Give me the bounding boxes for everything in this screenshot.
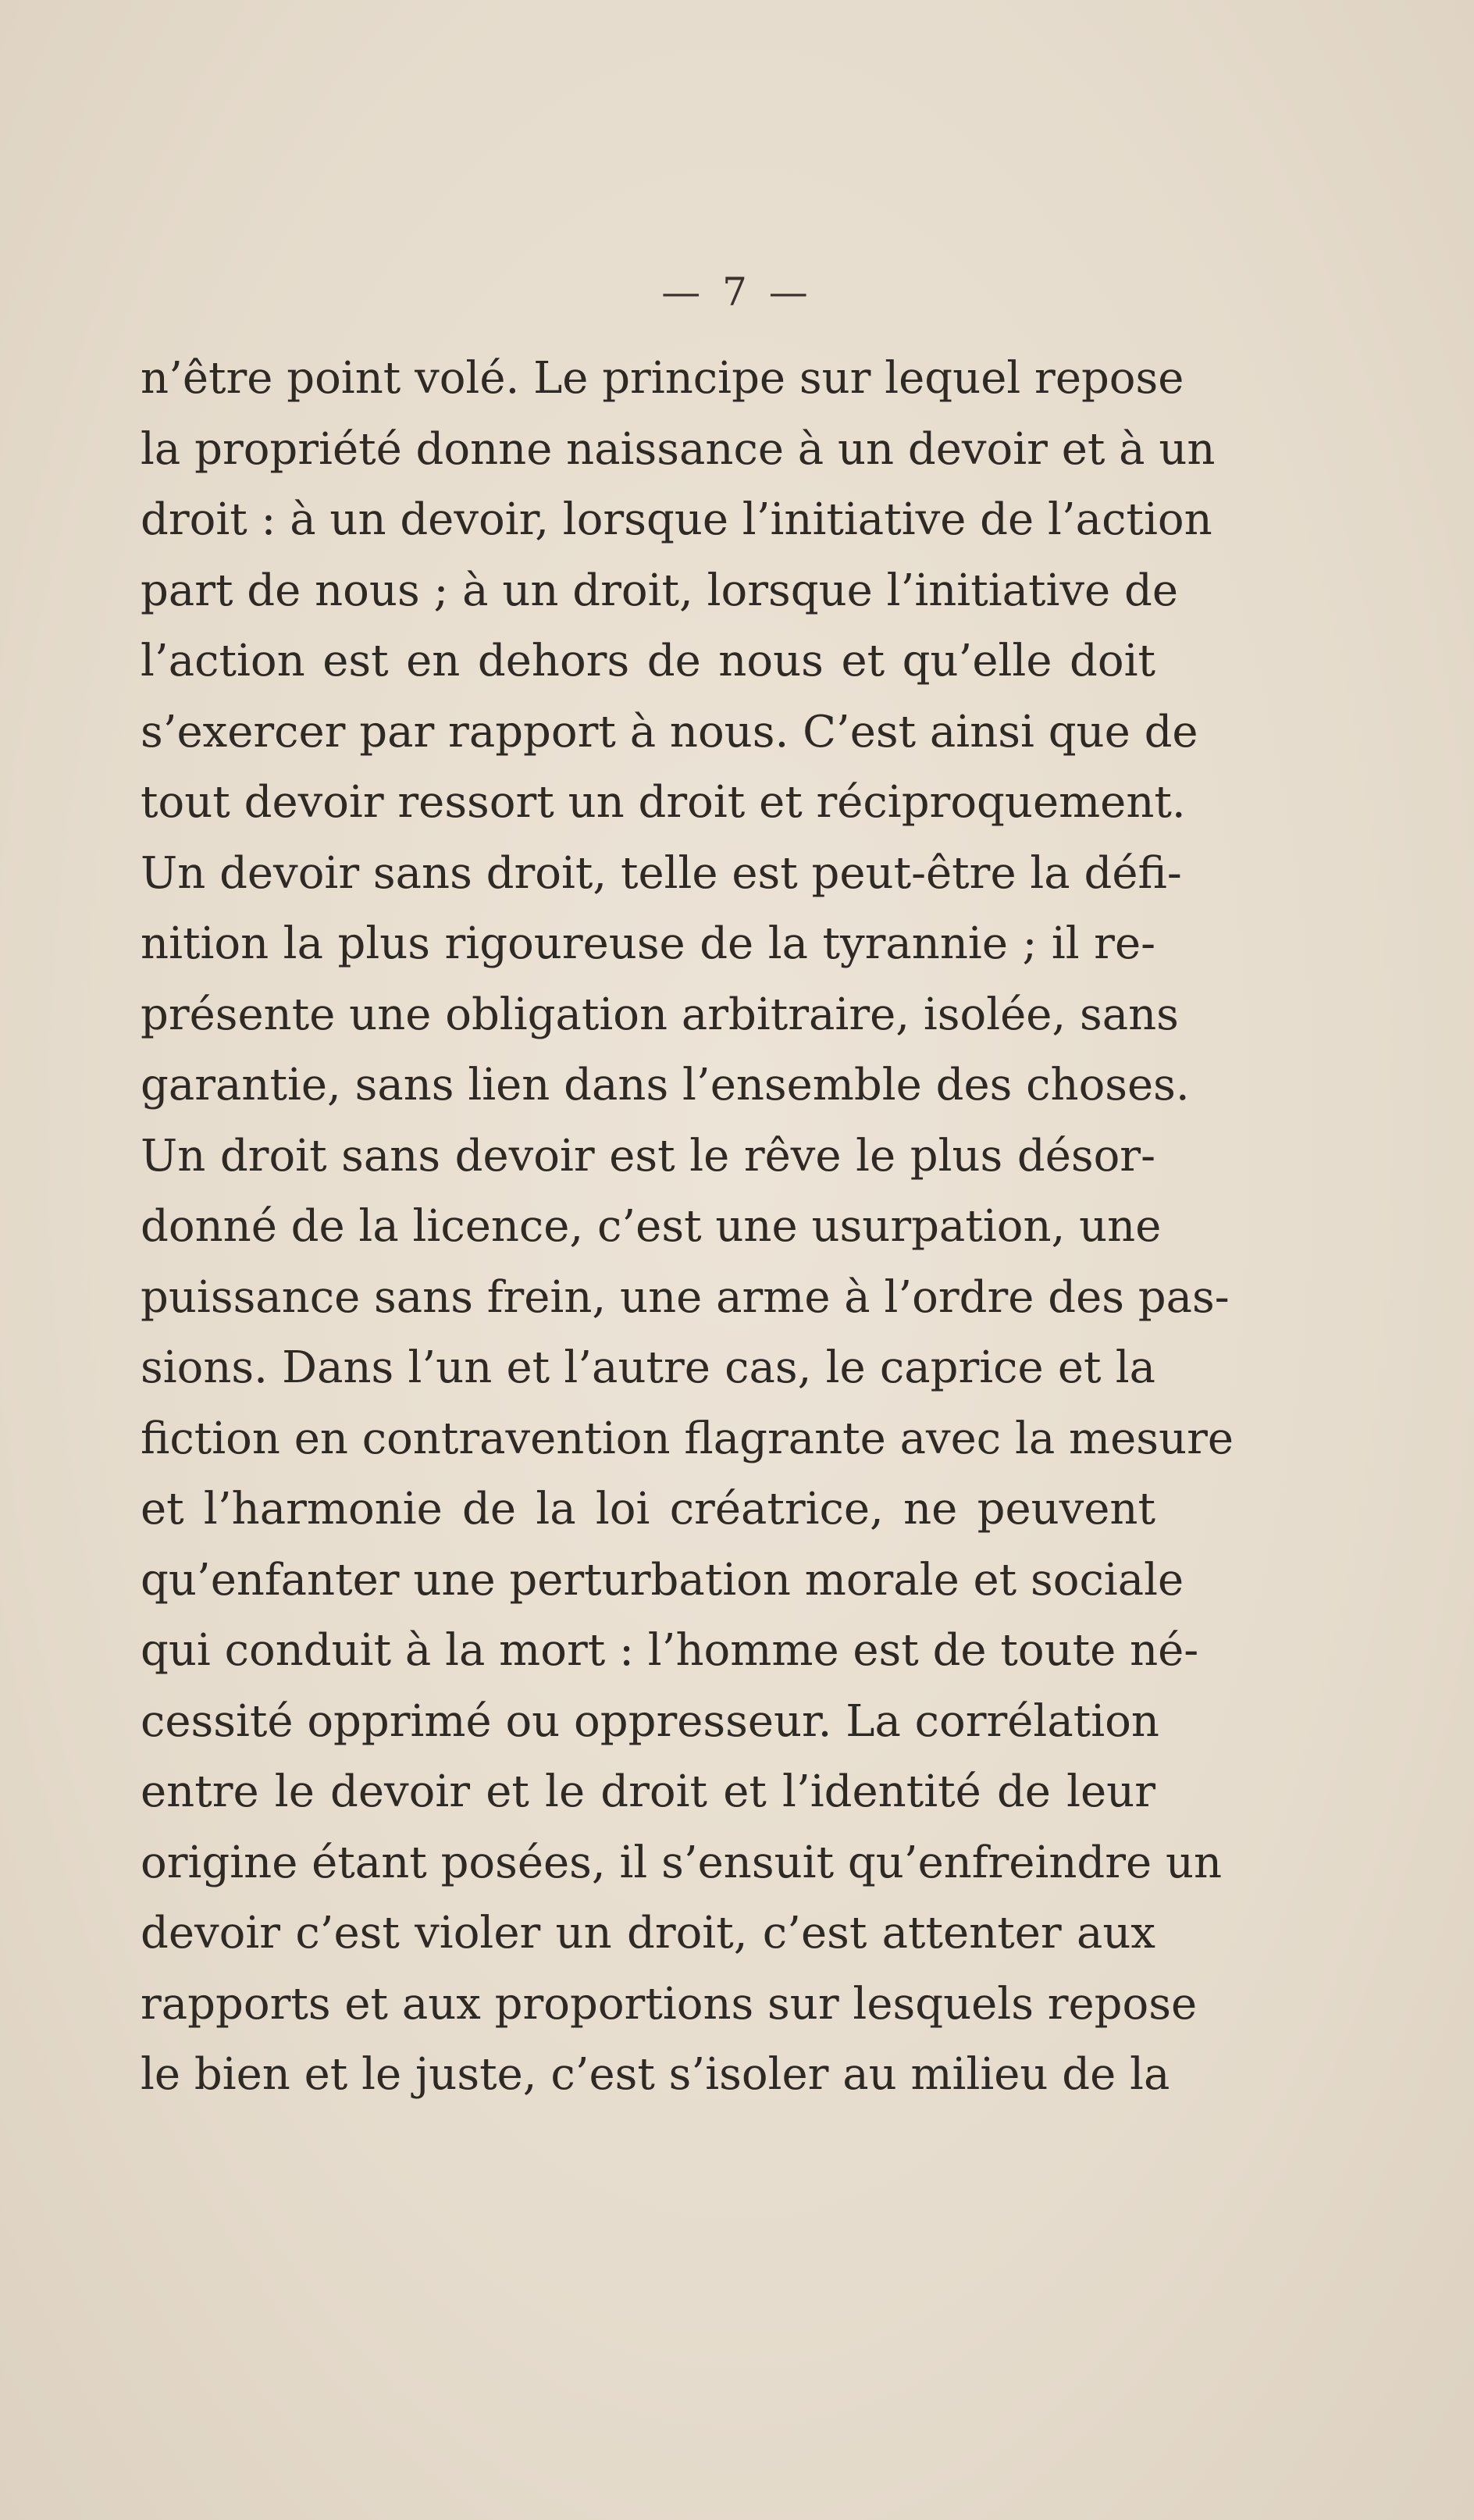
text-line: présente une obligation arbitraire, isolée, sans	[141, 989, 1179, 1040]
text-line: qui conduit à la mort : l’homme est de toute né-	[141, 1625, 1199, 1676]
text-line: rapports et aux proportions sur lesquels repose	[141, 1978, 1198, 2030]
text-line: garantie, sans lien dans l’ensemble des choses.	[141, 1060, 1190, 1110]
text-line: et l’harmonie de la loi créatrice, ne peuvent	[141, 1484, 1155, 1534]
text-line: sions. Dans l’un et l’autre cas, le caprice et la	[141, 1342, 1155, 1393]
text-line: la propriété donne naissance à un devoir et à un	[141, 423, 1216, 475]
text-line: Un droit sans devoir est le rêve le plus désor-	[141, 1130, 1155, 1182]
text-line: tout devoir ressort un droit et réciproquement.	[141, 777, 1186, 828]
text-line: droit : à un devoir, lorsque l’initiative de l’action	[141, 494, 1212, 545]
text-line: qu’enfanter une perturbation morale et sociale	[141, 1554, 1184, 1606]
text-line: puissance sans frein, une arme à l’ordre des pas-	[141, 1271, 1230, 1323]
text-line: n’être point volé. Le principe sur lequel repose	[141, 353, 1184, 404]
text-line: Un devoir sans droit, telle est peut-être la défi-	[141, 847, 1182, 899]
body-text	[141, 344, 1234, 2111]
text-line: origine étant posées, il s’ensuit qu’enfreindre un	[141, 1837, 1223, 1888]
page-number: — 7 —	[661, 269, 813, 315]
text-line: cessité opprimé ou oppresseur. La corrélation	[141, 1695, 1159, 1747]
text-line: s’exercer par rapport à nous. C’est ainsi que de	[141, 706, 1198, 757]
text-line: le bien et le juste, c’est s’isoler au milieu de la	[141, 2049, 1170, 2100]
text-line: entre le devoir et le droit et l’identité de leur	[141, 1766, 1155, 1817]
text-line: part de nous ; à un droit, lorsque l’initiative de	[141, 565, 1178, 616]
text-line: devoir c’est violer un droit, c’est attenter aux	[141, 1908, 1155, 1959]
text-line: fiction en contravention flagrante avec la mesure	[141, 1413, 1234, 1464]
text-line: l’action est en dehors de nous et qu’elle doit	[141, 636, 1155, 686]
text-line: nition la plus rigoureuse de la tyrannie ; il re-	[141, 918, 1155, 969]
text-line: donné de la licence, c’est une usurpation, une	[141, 1201, 1162, 1252]
